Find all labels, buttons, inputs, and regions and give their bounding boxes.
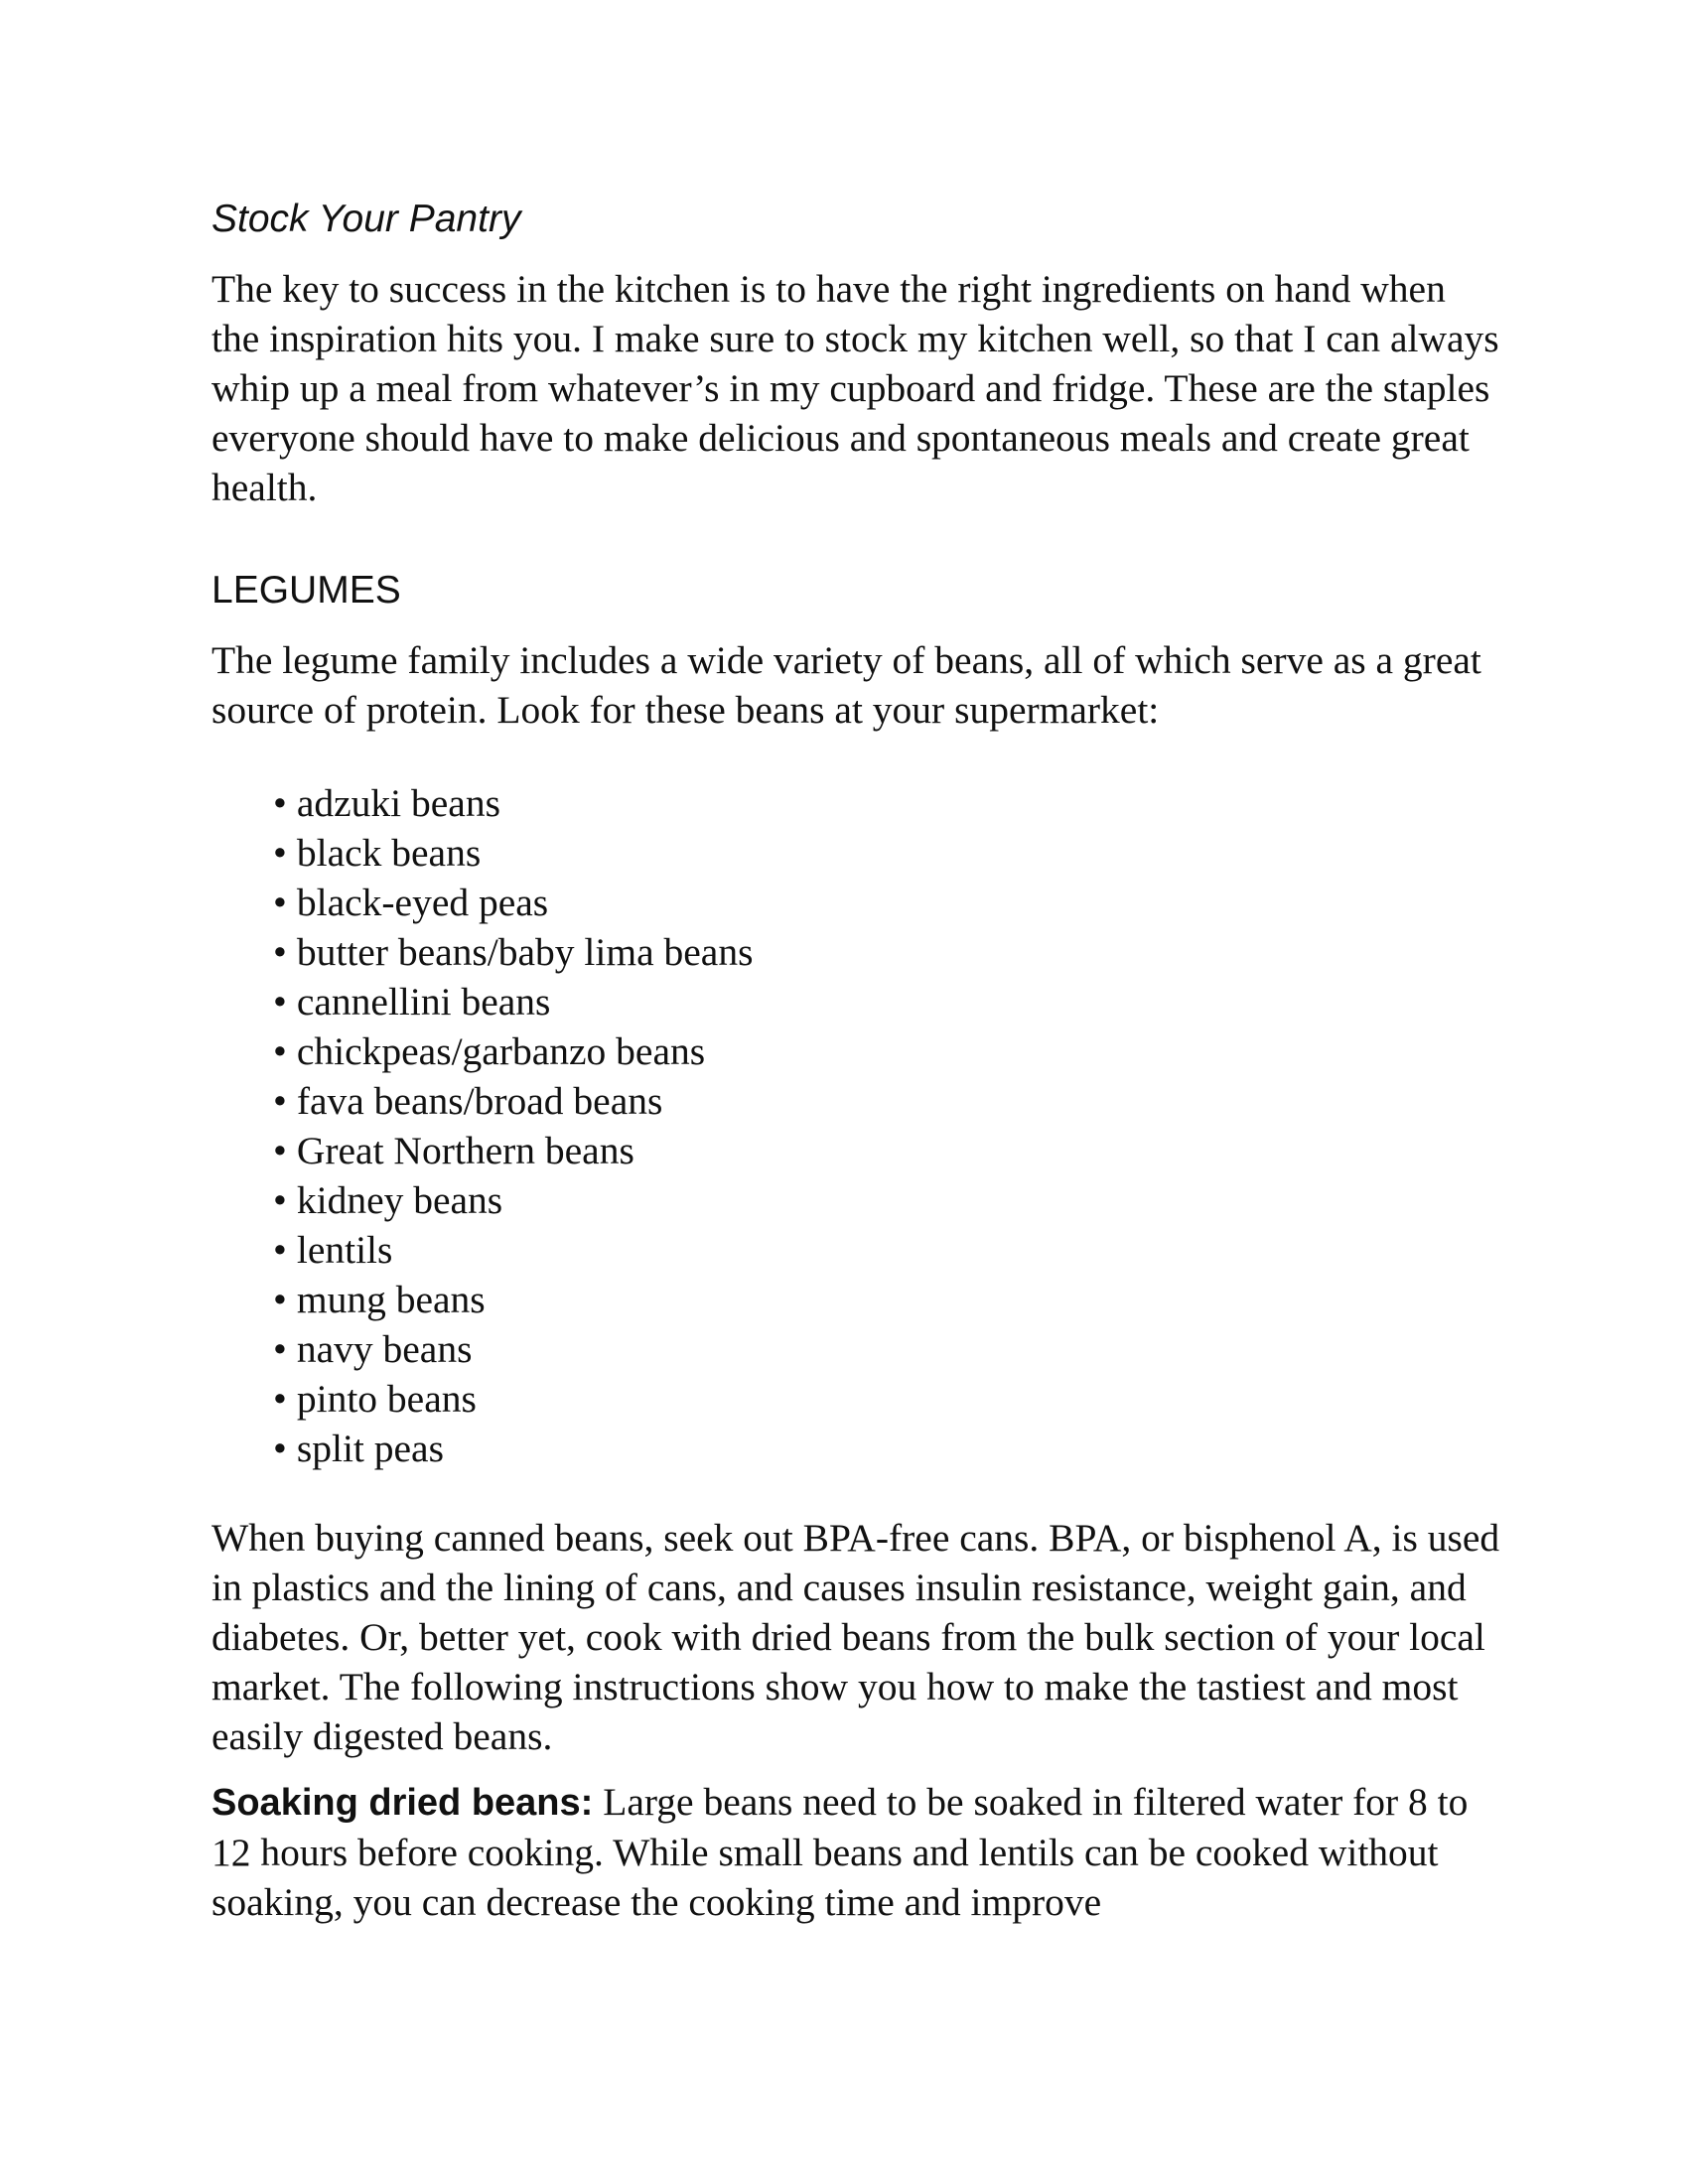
document-page [211,195,1502,1927]
list-item: • fava beans/broad beans [273,1076,1502,1126]
legumes-intro-paragraph: The legume family includes a wide variety of beans, all of which serve as a great source of protein. Look for these beans at your supermarket: [211,638,1481,732]
list-item: • mung beans [273,1275,1502,1324]
list-item: • kidney beans [273,1175,1502,1225]
intro-paragraph: The key to success in the kitchen is to have the right ingredients on hand when the inspiration hits you. I make sure to stock my kitchen well, so that I can always whip up a meal from whatever’s in my cupboard and fridge. These are the staples everyone should have to make delicious and spontaneous meals and create great health. [211,267,1499,509]
list-item: • adzuki beans [273,778,1502,828]
soaking-text: Large beans need to be soaked in filtered water for 8 to 12 hours before cooking. While small beans and lentils can be cooked without soaking, you can decrease the cooking time and improve [211,1780,1469,1924]
bpa-paragraph: When buying canned beans, seek out BPA-free cans. BPA, or bisphenol A, is used in plastics and the lining of cans, and causes insulin resistance, weight gain, and diabetes. Or, better yet, cook with dried beans from the bulk section of your local market. The following instructions show you how to make the tastiest and most easily digested beans. [211,1516,1500,1758]
bean-list [273,778,1502,1473]
list-item: • pinto beans [273,1374,1502,1424]
list-item: • chickpeas/garbanzo beans [273,1026,1502,1076]
list-item: • split peas [273,1424,1502,1473]
soaking-lead: Soaking dried beans: [211,1782,594,1824]
list-item: • black-eyed peas [273,878,1502,927]
list-item: • butter beans/baby lima beans [273,927,1502,977]
soaking-paragraph [211,1777,1502,1927]
legumes-heading: LEGUMES [211,569,401,612]
list-item: • Great Northern beans [273,1126,1502,1175]
list-item: • lentils [273,1225,1502,1275]
list-item: • black beans [273,828,1502,878]
section-title: Stock Your Pantry [211,198,521,240]
list-item: • navy beans [273,1324,1502,1374]
list-item: • cannellini beans [273,977,1502,1026]
